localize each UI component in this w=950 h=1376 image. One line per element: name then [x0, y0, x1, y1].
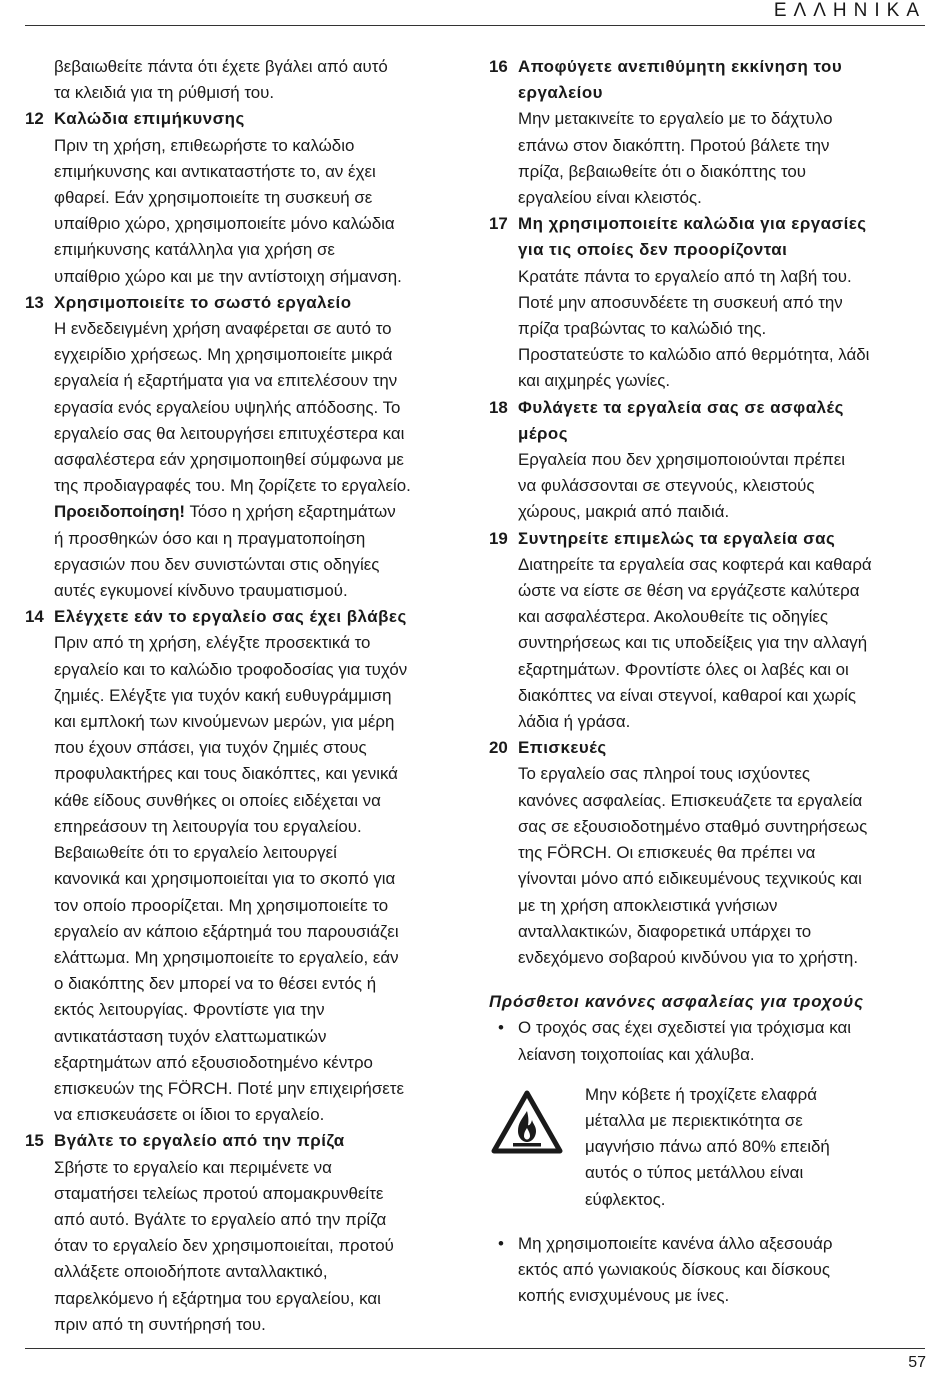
- text-line: αυτές εγκυμονεί κίνδυνο τραυματισμού.: [54, 581, 348, 601]
- text-line: εύφλεκτος.: [585, 1189, 666, 1209]
- text-line: επηρεάσουν τη λειτουργία του εργαλείου.: [54, 816, 362, 836]
- section-16: [489, 54, 929, 211]
- text-line: κανονικά και χρησιμοποιείται για το σκοπό για: [54, 869, 396, 889]
- text-line: από αυτό. Βγάλτε το εργαλείο από την πρίζα: [54, 1209, 387, 1229]
- text-line: Ο τροχός σας έχει σχεδιστεί για τρόχισμα και: [518, 1018, 851, 1038]
- header-rule: [25, 25, 925, 26]
- text-line: μέταλλα με περιεκτικότητα σε: [585, 1110, 803, 1130]
- bullet-item: [489, 1231, 929, 1310]
- warning-label: Προειδοποίηση!: [54, 502, 186, 522]
- text-line: Πριν τη χρήση, επιθεωρήστε το καλώδιο: [54, 135, 355, 155]
- section-13: [25, 290, 473, 604]
- text-line: της FÖRCH. Οι επισκευές θα πρέπει να: [518, 843, 816, 863]
- text-line: μαγνήσιο πάνω από 80% επειδή: [585, 1137, 830, 1157]
- text-line: της προδιαγραφές του. Μη ζορίζετε το εργαλείο.: [54, 476, 411, 496]
- text-line: ασφαλέστερα εάν χρησιμοποιηθεί σύμφωνα με: [54, 450, 404, 470]
- text-line: Πριν από τη χρήση, ελέγξτε προσεκτικά το: [54, 633, 371, 653]
- text-line: Διατηρείτε τα εργαλεία σας κοφτερά και καθαρά: [518, 554, 872, 574]
- section-title: Ελέγχετε εάν το εργαλείο σας έχει βλάβες: [54, 607, 407, 627]
- text-line: φθαρεί. Εάν χρησιμοποιείτε τη συσκευή σε: [54, 188, 373, 208]
- text-line: εργαλείο και το καλώδιο τροφοδοσίας για τυχόν: [54, 659, 408, 679]
- text-line: αλλάξετε οποιοδήποτε ανταλλακτικό,: [54, 1262, 328, 1282]
- text-line: επιμήκυνσης κατάλληλα για χρήση σε: [54, 240, 335, 260]
- section-title: μέρος: [518, 423, 569, 443]
- section-title: Χρησιμοποιείτε το σωστό εργαλείο: [54, 292, 352, 312]
- text-line: επιμήκυνσης και αντικαταστήστε το, αν έχει: [54, 161, 376, 181]
- text-line: τον οποίο προορίζεται. Μη χρησιμοποιείτε το: [54, 895, 389, 915]
- text-line: σας σε εξουσιοδοτημένο σταθμό συντηρήσεως: [518, 816, 868, 836]
- text-line: αυτός ο τύπος μετάλλου είναι: [585, 1163, 804, 1183]
- flammable-warning: [489, 1082, 929, 1217]
- footer-rule: [25, 1348, 925, 1349]
- text-line: και ασφαλέστερα. Ακολουθείτε τις οδηγίες: [518, 607, 829, 627]
- subsection-title: Πρόσθετοι κανόνες ασφαλείας για τροχούς: [489, 992, 864, 1012]
- text-line: χώρους, μακριά από παιδιά.: [518, 502, 730, 522]
- warning-line: [54, 499, 473, 525]
- text-line: σταματήσει τελείως προτού απομακρυνθείτε: [54, 1183, 384, 1203]
- text-line: Εργαλεία που δεν χρησιμοποιούνται πρέπει: [518, 450, 846, 470]
- text-line: εργαλείου είναι κλειστός.: [518, 188, 702, 208]
- text-line: Προστατεύστε το καλώδιο από θερμότητα, λάδι: [518, 345, 870, 365]
- text-line: εξαρτημάτων από εξουσιοδοτημένο κέντρο: [54, 1052, 373, 1072]
- text-line: εξαρτημάτων. Φροντίστε όλες οι λαβές και οι: [518, 659, 849, 679]
- text-line: όταν το εργαλείο δεν χρησιμοποιείται, προτού: [54, 1236, 394, 1256]
- text-line: Ποτέ μην αποσυνδέετε τη συσκευή από την: [518, 292, 843, 312]
- right-column: [489, 54, 929, 1309]
- section-number: 18: [489, 397, 508, 417]
- text-line: ζημιές. Ελέγξτε για τυχόν κακή ευθυγράμμιση: [54, 685, 392, 705]
- text-line: διακόπτες να είναι στεγνοί, καθαροί και χωρίς: [518, 685, 857, 705]
- section-18: [489, 395, 929, 526]
- section-number: 16: [489, 57, 508, 76]
- text-line: αντικατάσταση τυχόν ελαττωματικών: [54, 1026, 327, 1046]
- section-title: Βγάλτε το εργαλείο από την πρίζα: [54, 1131, 345, 1151]
- text-line: Μην μετακινείτε το εργαλείο με το δάχτυλο: [518, 109, 833, 129]
- section-number: 19: [489, 528, 508, 548]
- section-14: [25, 604, 473, 1128]
- text-line: λείανση τοιχοποιίας και χάλυβα.: [518, 1044, 755, 1064]
- text-line: κάθε είδους συνθήκες οι οποίες ειδέχεται να: [54, 790, 381, 810]
- section-number: 15: [25, 1131, 44, 1151]
- text-line: εργαλείο αν κάποιο εξάρτημά του παρουσιάζει: [54, 921, 399, 941]
- text-line: Μην κόβετε ή τροχίζετε ελαφρά: [585, 1084, 817, 1104]
- section-title: Μη χρησιμοποιείτε καλώδια για εργασίες: [518, 214, 867, 234]
- text-line: εκτός λειτουργίας. Φροντίστε για την: [54, 1000, 325, 1020]
- text-line: ανταλλακτικών, διαφορετικά υπάρχει το: [518, 921, 812, 941]
- header-language-label: ΕΛΛΗΝΙΚΑ: [773, 0, 926, 21]
- text-line: εργασία ενός εργαλείου υψηλής απόδοσης. Το: [54, 397, 401, 417]
- text-line: εργαλεία ή εξαρτήματα για να επιτελέσουν την: [54, 371, 398, 391]
- text-line: και εμπλοκή των κινούμενων μερών, για μέρη: [54, 712, 395, 732]
- text-line: που έχουν σπάσει, για τυχόν ζημιές στους: [54, 738, 367, 758]
- section-number: 12: [25, 109, 44, 129]
- section-title: εργαλείου: [518, 83, 603, 103]
- text-line: ο διακόπτης δεν μπορεί να το θέσει εντός ή: [54, 974, 377, 994]
- text-line: με τη χρήση αποκλειστικά γνήσιων: [518, 895, 778, 915]
- section-number: 14: [25, 607, 44, 627]
- text-line: εργαλείο σας θα λειτουργήσει επιτυχέστερα και: [54, 423, 405, 443]
- text-line: κανόνες ασφαλείας. Επισκευάζετε τα εργαλεία: [518, 790, 863, 810]
- section-title: Φυλάγετε τα εργαλεία σας σε ασφαλές: [518, 397, 844, 417]
- text-line: Βεβαιωθείτε ότι το εργαλείο λειτουργεί: [54, 843, 337, 863]
- warning-text: Τόσο η χρήση εξαρτημάτων: [185, 502, 396, 522]
- text-line: γίνονται μόνο από ειδικευμένους τεχνικούς και: [518, 869, 862, 889]
- text-line: τα κλειδιά για τη ρύθμισή του.: [54, 83, 275, 103]
- text-line: επάνω στον διακόπτη. Προτού βάλετε την: [518, 135, 830, 155]
- text-line: υπαίθριο χώρο και με την αντίστοιχη σήμανση.: [54, 266, 402, 286]
- text-line: παρελκόμενο ή εξάρτημα του εργαλείου, και: [54, 1288, 381, 1308]
- text-line: Η ενδεδειγμένη χρήση αναφέρεται σε αυτό το: [54, 319, 392, 339]
- section-17: [489, 211, 929, 394]
- text-line: επισκευών της FÖRCH. Ποτέ μην επιχειρήσετε: [54, 1078, 404, 1098]
- text-line: Το εργαλείο σας πληροί τους ισχύοντες: [518, 764, 811, 784]
- text-line: εργασιών που δεν συνιστώνται στις οδηγίες: [54, 554, 380, 574]
- text-line: εκτός από γωνιακούς δίσκους και δίσκους: [518, 1259, 830, 1279]
- section-number: 13: [25, 292, 44, 312]
- section-20: [489, 735, 929, 971]
- text-line: βεβαιωθείτε πάντα ότι έχετε βγάλει από αυτό: [54, 57, 388, 76]
- text-line: κοπής ενισχυμένους με ίνες.: [518, 1286, 730, 1306]
- section-title: Αποφύγετε ανεπιθύμητη εκκίνηση του: [518, 57, 843, 76]
- section-title: για τις οποίες δεν προορίζονται: [518, 240, 788, 260]
- text-line: εγχειρίδιο χρήσεως. Μη χρησιμοποιείτε μικρά: [54, 345, 393, 365]
- text-line: ελάττωμα. Μη χρησιμοποιείτε το εργαλείο, εάν: [54, 947, 399, 967]
- text-line: πρίζα τραβώντας το καλώδιό της.: [518, 319, 767, 339]
- text-line: προφυλακτήρες και τους διακόπτες, και γενικά: [54, 764, 398, 784]
- section-title: Συντηρείτε επιμελώς τα εργαλεία σας: [518, 528, 836, 548]
- page-number: 57: [908, 1354, 926, 1371]
- text-line: Μη χρησιμοποιείτε κανένα άλλο αξεσουάρ: [518, 1233, 833, 1253]
- text-line: ώστε να είστε σε θέση να εργάζεστε καλύτερα: [518, 581, 860, 601]
- bullet-item: [489, 1015, 929, 1067]
- text-line: υπαίθριο χώρο, χρησιμοποιείτε μόνο καλώδια: [54, 214, 395, 234]
- text-line: συντηρήσεως και τις υποδείξεις για την αλλαγή: [518, 633, 868, 653]
- text-line: πρίζα, βεβαιωθείτε ότι ο διακόπτης του: [518, 161, 807, 181]
- section-number: 17: [489, 214, 508, 234]
- section-title: Επισκευές: [518, 738, 607, 758]
- section-12: [25, 106, 473, 289]
- text-line: Σβήστε το εργαλείο και περιμένετε να: [54, 1157, 332, 1177]
- section-15: [25, 1128, 473, 1338]
- intro-paragraph: [25, 54, 473, 106]
- text-line: ενδεχόμενο σοβαρού κινδύνου για το χρήστη.: [518, 947, 859, 967]
- flammable-warning-icon: [491, 1090, 563, 1154]
- text-line: Κρατάτε πάντα το εργαλείο από τη λαβή του.: [518, 266, 852, 286]
- bullet-icon: •: [498, 1018, 504, 1038]
- text-line: λάδια ή γράσα.: [518, 712, 631, 732]
- text-line: και αιχμηρές γωνίες.: [518, 371, 671, 391]
- text-line: ή προσθηκών όσο και η πραγματοποίηση: [54, 528, 366, 548]
- text-line: πριν από τη συντήρησή του.: [54, 1314, 266, 1334]
- section-title: Καλώδια επιμήκυνσης: [54, 109, 245, 129]
- left-column: [25, 54, 473, 1338]
- text-line: να επισκευάσετε οι ίδιοι το εργαλείο.: [54, 1105, 325, 1125]
- section-19: [489, 526, 929, 736]
- text-line: να φυλάσσονται σε στεγνούς, κλειστούς: [518, 476, 815, 496]
- bullet-icon: •: [498, 1233, 504, 1253]
- section-number: 20: [489, 738, 508, 758]
